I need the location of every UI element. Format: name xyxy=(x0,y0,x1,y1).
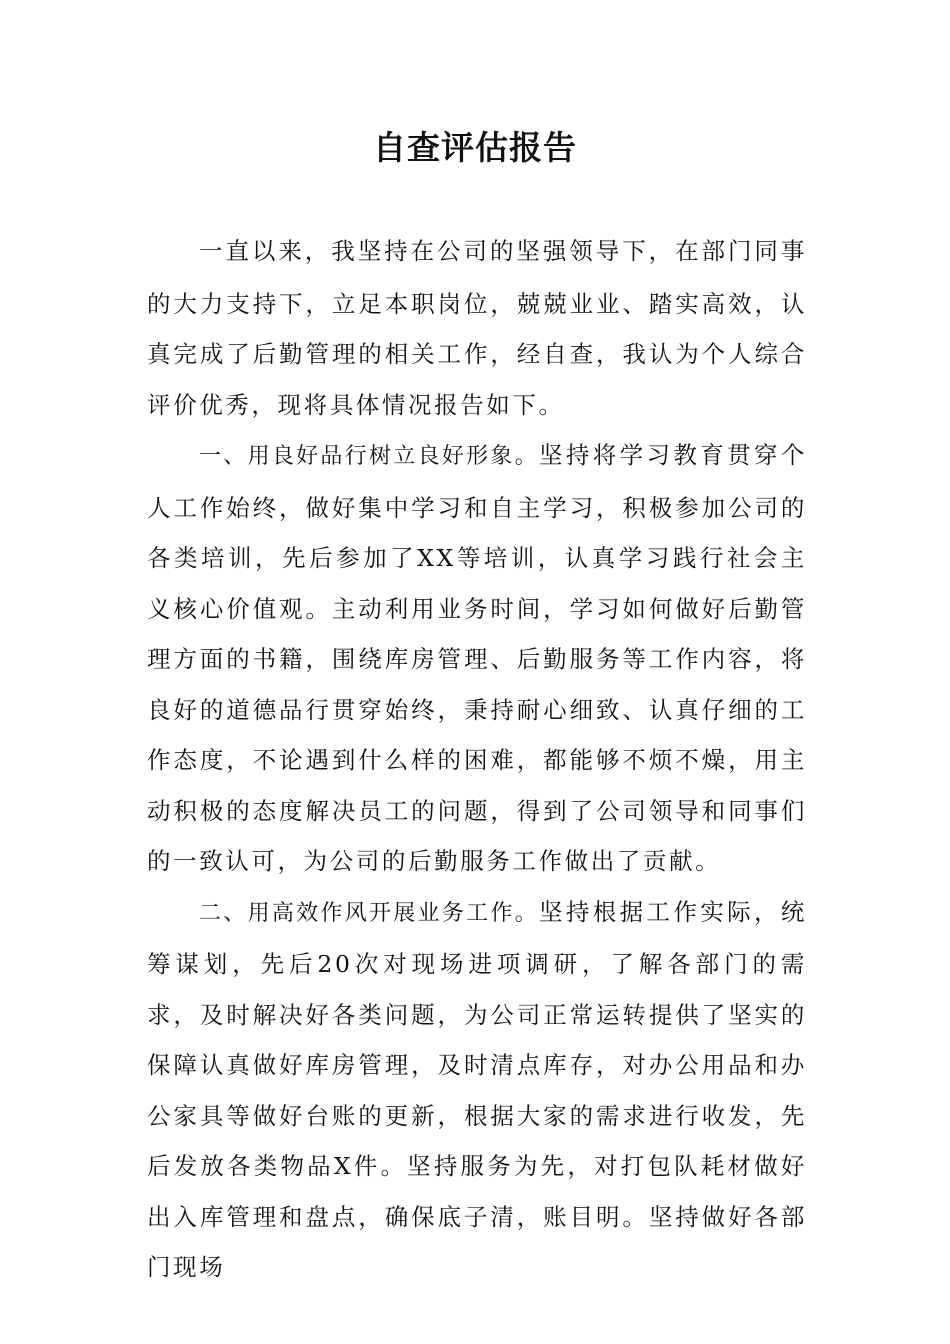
paragraph-text: 一直以来，我坚持在公司的坚强领导下，在部门同事的大力支持下，立足本职岗位，兢兢业业、踏实高效，认真完成了后勤管理的相关工作，经自查，我认为个人综合评价优秀，现将具体情况报告如下。 xyxy=(147,237,807,419)
document-title: 自查评估报告 xyxy=(373,128,577,167)
document-body xyxy=(147,226,807,1293)
section-two-paragraph xyxy=(147,887,807,1293)
section-two-heading: 二、用高效作风开展业务工作。 xyxy=(199,900,539,926)
section-one-text: 坚持将学习教育贯穿个人工作始终，做好集中学习和自主学习，积极参加公司的各类培训，先后参加了XX等培训，认真学习践行社会主义核心价值观。主动利用业务时间，学习如何做好后勤管理方面的书籍，围绕库房管理、后勤服务等工作内容，将良好的道德品行贯穿始终，秉持耐心细致、认真仔细的工作态度，不论遇到什么样的困难，都能够不烦不燥，用主动积极的态度解决员工的问题，得到了公司领导和同事们的一致认可，为公司的后勤服务工作做出了贡献。 xyxy=(147,441,807,875)
section-two-text: 坚持根据工作实际，统筹谋划，先后20次对现场进项调研，了解各部门的需求，及时解决好各类问题，为公司正常运转提供了坚实的保障认真做好库房管理，及时清点库存，对办公用品和办公家具等做好台账的更新，根据大家的需求进行收发，先后发放各类物品X件。坚持服务为先，对打包队耗材做好出入库管理和盘点，确保底子清，账目明。坚持做好各部门现场 xyxy=(147,897,807,1281)
section-one-paragraph xyxy=(147,430,807,887)
intro-paragraph xyxy=(147,226,807,430)
section-one-heading: 一、用良好品行树立良好形象。 xyxy=(199,444,539,469)
